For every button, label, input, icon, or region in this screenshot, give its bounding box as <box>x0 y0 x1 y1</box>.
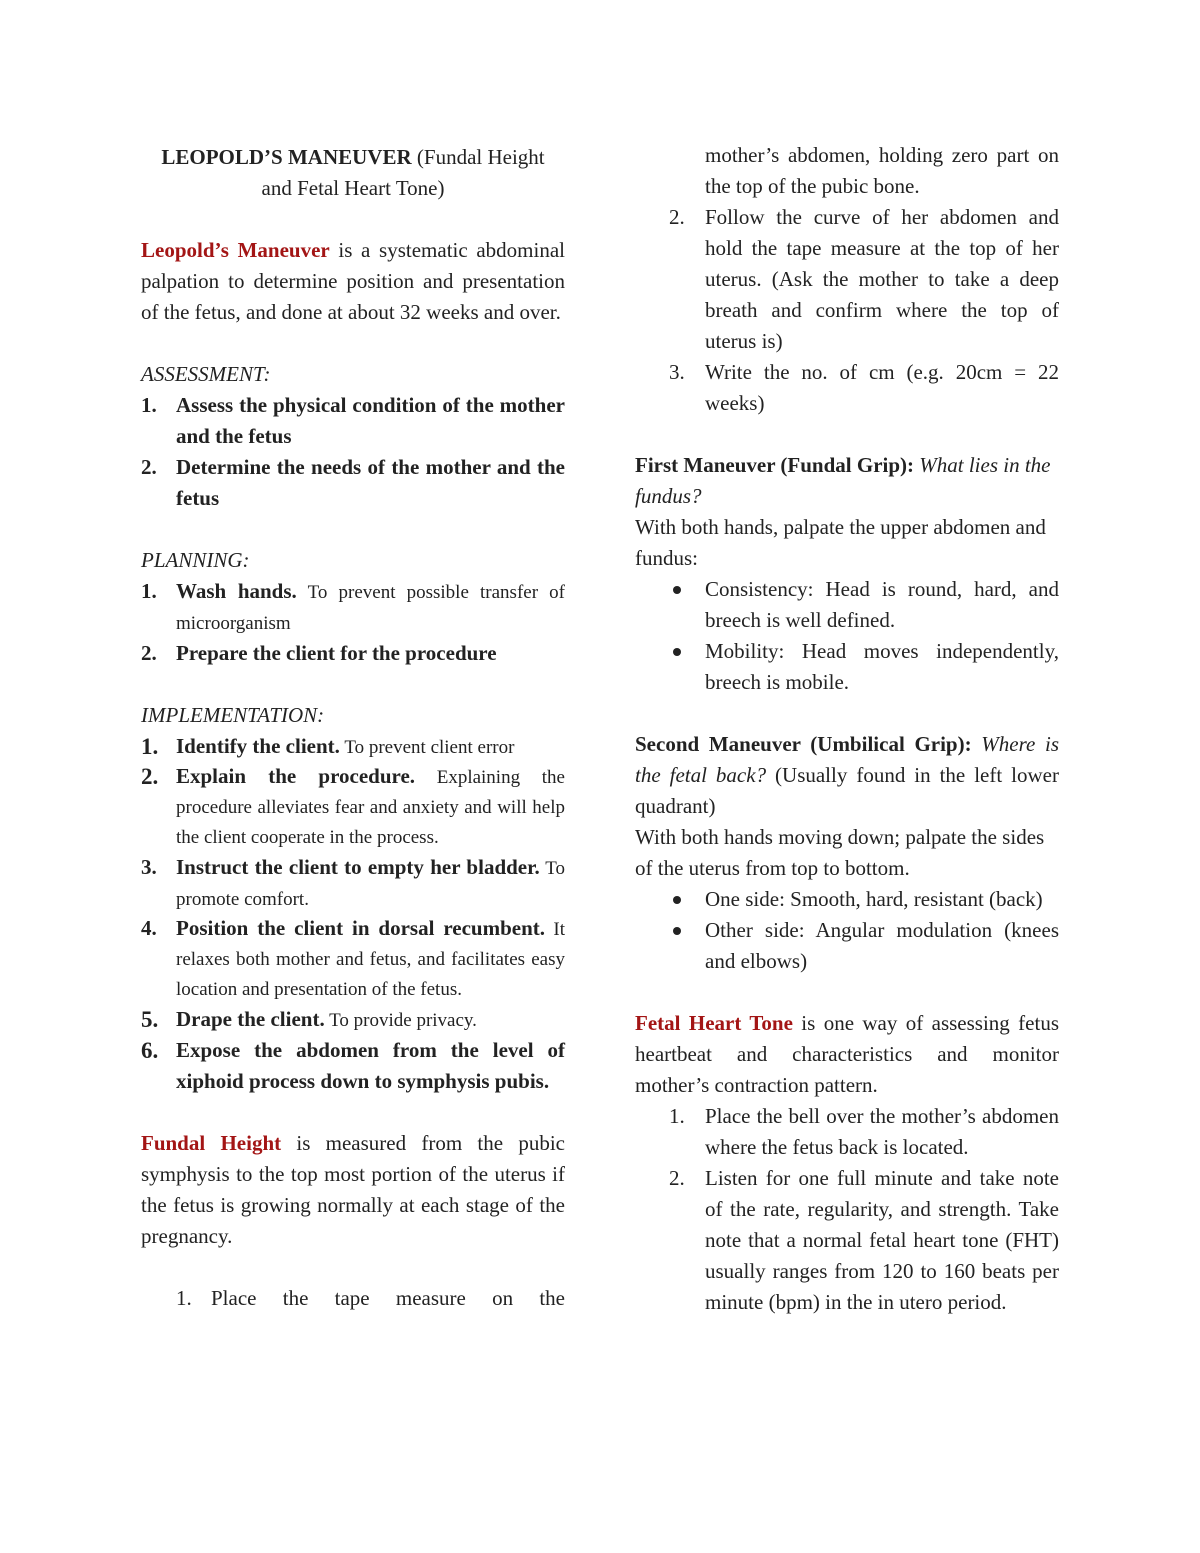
list-text: Listen for one full minute and take note of the rate, regularity, and strength. Take note that a normal fetal heart tone (FHT) usually ranges from 120 to 160 beats per minute (bpm) in the in utero period. <box>705 1166 1059 1314</box>
fundal-list <box>635 202 1059 419</box>
list-bold: Explain the procedure. <box>176 764 416 788</box>
fht-list <box>635 1101 1059 1318</box>
assessment-heading: ASSESSMENT: <box>141 362 271 386</box>
list-text: Consistency: Head is round, hard, and breech is well defined. <box>705 577 1059 632</box>
first-maneuver-heading <box>635 450 1059 512</box>
list-text: Place the bell over the mother’s abdomen where the fetus back is located. <box>705 1104 1059 1159</box>
assessment-list <box>141 390 565 514</box>
list-text: Explaining the procedure alleviates fear and anxiety and will help the client cooperate in the process. <box>176 767 565 848</box>
bullet-icon <box>673 927 681 935</box>
list-number: 3. <box>141 855 157 879</box>
list-item-continued <box>635 140 1059 202</box>
intro-term: Leopold’s Maneuver <box>141 238 330 262</box>
list-item <box>635 915 1059 977</box>
list-bold: Drape the client. <box>176 1007 325 1031</box>
list-bold: Expose the abdomen from the level of xiphoid process down to symphysis pubis. <box>176 1038 565 1093</box>
title-subtitle-2: and Fetal Heart Tone) <box>261 176 445 200</box>
planning-heading: PLANNING: <box>141 548 250 572</box>
list-text: mother’s abdomen, holding zero part on the top of the pubic bone. <box>705 143 1059 198</box>
planning-list <box>141 576 565 669</box>
bullet-icon <box>673 586 681 594</box>
second-maneuver-text: With both hands moving down; palpate the sides of the uterus from top to bottom. <box>635 825 1045 880</box>
first-maneuver-text: With both hands, palpate the upper abdomen and fundus: <box>635 515 1046 570</box>
list-item <box>635 357 1059 419</box>
list-text: Place the tape measure on the <box>211 1286 565 1310</box>
list-text: To provide privacy. <box>324 1010 477 1031</box>
list-number: 5. <box>141 1007 159 1032</box>
list-item <box>635 1163 1059 1318</box>
list-item <box>141 1035 565 1097</box>
list-number: 2. <box>141 455 157 479</box>
list-text: Mobility: Head moves independently, breech is mobile. <box>705 639 1059 694</box>
bullet-icon <box>673 648 681 656</box>
list-bold: Instruct the client to empty her bladder. <box>176 855 540 879</box>
implementation-list <box>141 731 565 1097</box>
fht-paragraph <box>635 1008 1059 1101</box>
second-maneuver-heading <box>635 729 1059 822</box>
left-column <box>141 140 565 1314</box>
list-number: 2. <box>669 205 685 229</box>
first-maneuver-question: What lies in the fundus? <box>635 453 1051 508</box>
list-item <box>141 638 565 669</box>
list-text: Other side: Angular modulation (knees and elbows) <box>705 918 1059 973</box>
implementation-heading: IMPLEMENTATION: <box>141 703 325 727</box>
list-item <box>635 574 1059 636</box>
list-number: 6. <box>141 1038 159 1063</box>
list-text: Assess the physical condition of the mother and the fetus <box>176 393 565 448</box>
title-bold: LEOPOLD’S MANEUVER <box>161 145 412 169</box>
second-maneuver-title: Second Maneuver (Umbilical Grip): <box>635 732 972 756</box>
list-number: 1. <box>176 1286 192 1310</box>
list-number: 2. <box>141 764 159 789</box>
list-item <box>141 452 565 514</box>
list-number: 1. <box>141 393 157 417</box>
list-number: 1. <box>141 579 157 603</box>
right-column <box>635 140 1059 1318</box>
document-title <box>141 142 565 204</box>
first-maneuver-title: First Maneuver (Fundal Grip): <box>635 453 915 477</box>
list-item <box>141 390 565 452</box>
list-item <box>141 852 565 914</box>
list-item <box>141 1004 565 1035</box>
list-bold: Prepare the client for the procedure <box>176 641 497 665</box>
intro-paragraph <box>141 235 565 328</box>
list-number: 2. <box>669 1166 685 1190</box>
list-item <box>635 202 1059 357</box>
list-item <box>141 731 565 762</box>
intro-text: is a systematic abdominal palpation to determine position and presentation of the fetus, and done at about 32 weeks and over. <box>141 238 565 324</box>
first-maneuver-bullets <box>635 574 1059 698</box>
list-number: 4. <box>141 916 157 940</box>
title-subtitle-1: (Fundal Height <box>411 145 545 169</box>
list-bold: Position the client in dorsal recumbent. <box>176 916 545 940</box>
list-text: To prevent client error <box>339 737 515 758</box>
fundal-paragraph <box>141 1128 565 1252</box>
list-number: 1. <box>141 734 159 759</box>
list-item <box>141 914 565 1004</box>
list-text: Write the no. of cm (e.g. 20cm = 22 weeks) <box>705 360 1059 415</box>
second-maneuver-note: (Usually found in the left lower quadrant) <box>635 763 1059 818</box>
list-item <box>635 884 1059 915</box>
fundal-text: is measured from the pubic symphysis to the top most portion of the uterus if the fetus is growing normally at each stage of the pregnancy. <box>141 1131 565 1248</box>
list-text: Determine the needs of the mother and the fetus <box>176 455 565 510</box>
fht-term: Fetal Heart Tone <box>635 1011 793 1035</box>
list-text: To promote comfort. <box>176 858 565 910</box>
list-number: 2. <box>141 641 157 665</box>
list-item <box>141 1283 565 1314</box>
list-text: It relaxes both mother and fetus, and facilitates easy location and presentation of the fetus. <box>176 919 566 1000</box>
list-item <box>141 762 565 852</box>
list-item <box>141 576 565 638</box>
list-text: Follow the curve of her abdomen and hold the tape measure at the top of her uterus. (Ask the mother to take a deep breath and confirm where the top of uterus is) <box>705 205 1059 353</box>
list-number: 1. <box>669 1104 685 1128</box>
second-maneuver-bullets <box>635 884 1059 977</box>
bullet-icon <box>673 896 681 904</box>
list-bold: Wash hands. <box>176 579 297 603</box>
list-item <box>635 1101 1059 1163</box>
list-text: One side: Smooth, hard, resistant (back) <box>705 887 1043 911</box>
list-text: To prevent possible transfer of microorganism <box>176 582 565 634</box>
list-item <box>635 636 1059 698</box>
list-number: 3. <box>669 360 685 384</box>
second-maneuver-question: Where is the fetal back? <box>635 732 1059 787</box>
fundal-term: Fundal Height <box>141 1131 282 1155</box>
fht-text: is one way of assessing fetus heartbeat and characteristics and monitor mother’s contraction pattern. <box>635 1011 1060 1097</box>
list-bold: Identify the client. <box>176 734 340 758</box>
